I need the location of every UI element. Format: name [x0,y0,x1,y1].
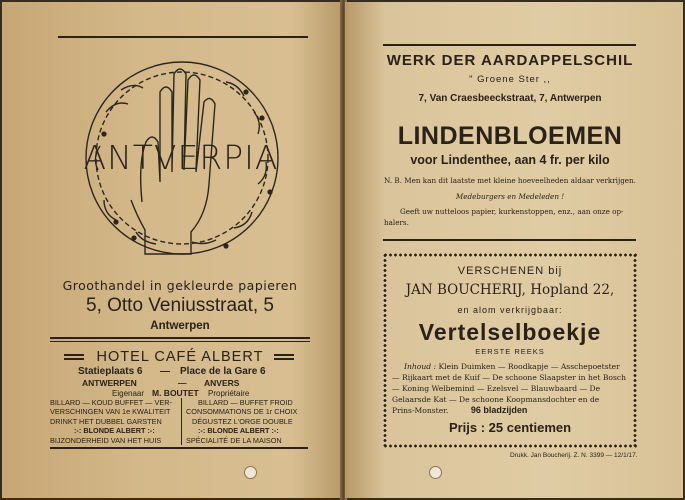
hotel-city-fr: ANVERS [204,378,240,388]
hotel-title-right-bar-2 [274,358,294,360]
availability: en alom verkrijgbaar: [457,305,563,315]
top-rule [58,36,308,38]
hotel-line-nl: DRINKT HET DUBBEL GARSTEN [50,416,162,426]
offer-line: voor Lindenthee, aan 4 fr. per kilo [410,153,610,167]
contents-text: Klein Duimken — Roodkapje — Asschepoetster [438,362,620,371]
column-divider [181,398,182,445]
hotel-line-nl: :-: BLONDE ALBERT :-: [74,426,155,436]
work-address: 7, Van Craesbeeckstraat, 7, Antwerpen [418,93,602,104]
nb-note: N. B. Men kan dit laatste met kleine hoeveelheden aldaar verkrijgen. [384,176,636,185]
hotel-line-nl: BILLARD — KOUD BUFFET — VER- [50,398,172,407]
hotel-line-fr: BILLARD — BUFFET FROID [198,398,293,407]
antverpia-city: Antwerpen [150,320,210,332]
owner-name: M. BOUTET [152,388,199,398]
punch-hole [244,466,257,479]
contents-text: Prins-Monster. [392,406,449,415]
owner-label-fr: Propriétaire [208,389,250,398]
appeal-continued: halers. [384,218,409,227]
greeting: Medeburgers en Medeleden ! [455,192,565,201]
bottom-rule [50,447,308,449]
hotel-street-nl: Statieplaats 6 [78,366,143,377]
hotel-line-nl: VERSCHINGEN VAN 1e KWALITEIT [50,407,171,417]
hotel-name: HOTEL CAFÉ ALBERT [96,349,264,365]
antverpia-address: 5, Otto Veniusstraat, 5 [86,295,274,316]
contents-label: Inhoud : [404,362,437,371]
series: EERSTE REEKS [475,347,545,356]
hotel-line-fr: SPÉCIALITÉ DE LA MAISON [186,435,282,445]
logo-text: ANTVERPIA [83,138,279,177]
divider-rule [50,337,310,339]
contents-line: Gelaarsde Kat — De schoone Koopmansdochter en de [392,395,600,404]
book-title: Vertelselboekje [418,319,602,345]
hotel-street-fr: Place de la Gare 6 [180,366,266,377]
box-border-bottom [383,444,637,448]
work-title: WERK DER AARDAPPELSCHIL [386,52,634,69]
divider-rule-thin [50,341,310,342]
contents-block [392,361,630,416]
hotel-line-fr: :-: BLONDE ALBERT :-: [198,426,279,436]
hotel-line-fr: DÉGUSTEZ L'ORGE DOUBLE [192,416,293,426]
box-border-top [383,253,637,257]
hotel-col-nl [50,398,178,445]
wholesale-line: Groothandel in gekleurde papieren [62,278,298,293]
box-border-right [633,253,637,448]
dash: — [178,378,187,388]
printer-line: Drukk. Jan Boucherij. Z. N. 3399 — 12/1/17. [510,452,638,459]
contents-line [392,361,630,372]
right-middle-rule [383,239,636,241]
publisher: JAN BOUCHERIJ, Hopland 22, [405,282,615,298]
lindenbloemen-title: LINDENBLOEMEN [397,122,623,150]
published-by: VERSCHENEN bij [457,265,563,277]
owner-label-nl: Eigenaar [112,389,145,398]
punch-hole [429,466,442,479]
contents-line [392,405,630,416]
hotel-title-right-bar [274,354,294,356]
hotel-col-fr [186,398,306,445]
price: Prijs : 25 centiemen [448,420,572,435]
contents-line: — Rijkaart met de Kuif — De schoone Slaapster in het Bosch [392,373,627,382]
contents-line: — Koning Welbemind — Ezelsvel — Blauwbaard — De [392,384,601,393]
hotel-line-fr: CONSOMMATIONS DE 1r CHOIX [186,407,298,417]
page-count: 96 bladzijden [470,405,528,415]
right-top-rule [383,44,636,46]
hotel-line-nl: BIJZONDERHEID VAN HET HUIS [50,435,162,445]
venue-name: " Groene Ster ,, [469,74,551,85]
appeal: Geeft uw nutteloos papier, kurkenstoppen, enz., aan onze op- [400,207,624,216]
dash: — [160,366,170,377]
box-border-left [383,253,387,448]
hotel-city-nl: ANTWERPEN [82,378,137,388]
